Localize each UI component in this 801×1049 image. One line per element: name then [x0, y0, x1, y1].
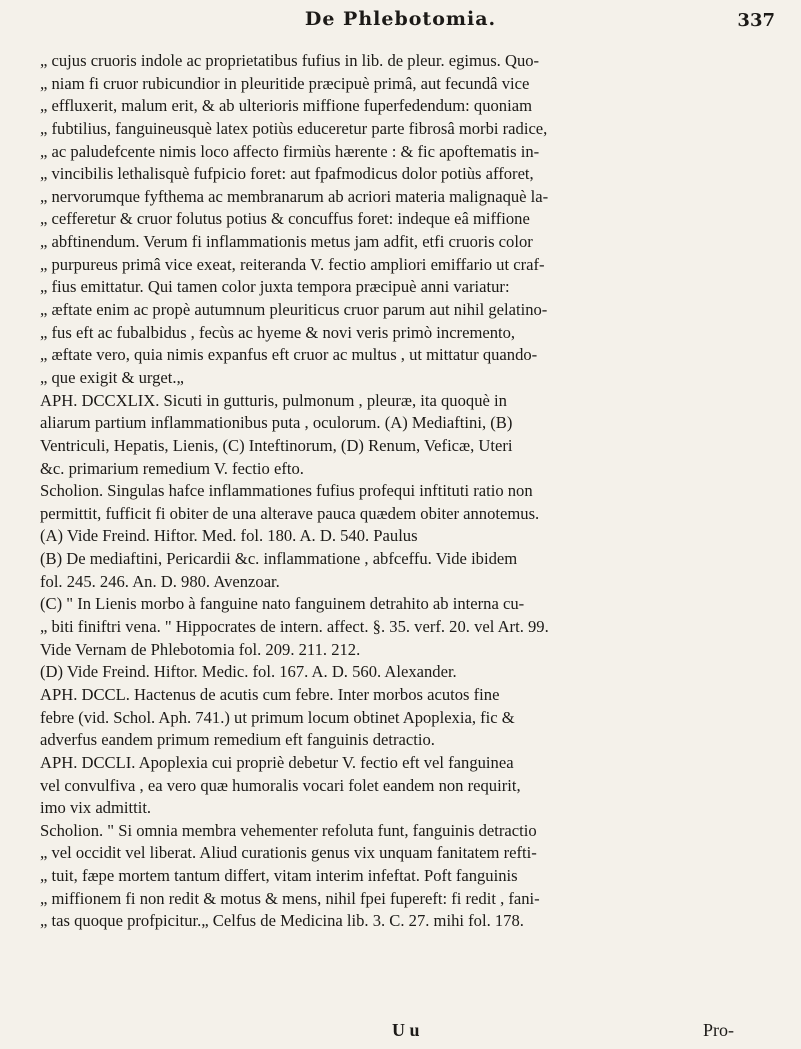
aphorism-line: APH. DCCLI. Apoplexia cui propriè debetur V. fectio eft vel fanguinea — [40, 752, 514, 772]
text-line: „ miffionem fi non redit & motus & mens, nihil fpei fupereft: fi redit , fani- — [40, 888, 540, 908]
text-line: aliarum partium inflammationibus puta , oculorum. (A) Mediaftini, (B) — [40, 413, 513, 433]
text-line: „ abftinendum. Verum fi inflammationis metus jam adfit, etfi cruoris color — [40, 232, 533, 252]
text-line: „ que exigit & urget.„ — [40, 367, 184, 387]
text-line: &c. primarium remedium V. fectio efto. — [40, 458, 304, 478]
text-line: fol. 245. 246. An. D. 980. Avenzoar. — [40, 571, 280, 591]
text-line: „ cujus cruoris indole ac proprietatibus fufius in lib. de pleur. egimus. Quo- — [40, 51, 540, 70]
body-text — [40, 50, 770, 933]
page-number: 337 — [737, 10, 775, 31]
aphorism-line: APH. DCCXLIX. Sicuti in gutturis, pulmonum , pleuræ, ita quoquè in — [40, 390, 507, 410]
catchword: Pro- — [703, 1020, 734, 1040]
text-line: „ cefferetur & cruor folutus potius & concuffus foret: indeque eâ miffione — [40, 209, 530, 229]
text-line: „ æftate enim ac propè autumnum pleuriticus cruor parum aut nihil gelatino- — [40, 300, 548, 320]
page-header — [0, 8, 801, 38]
page-footer — [0, 1020, 801, 1046]
text-line: „ vel occidit vel liberat. Aliud curationis genus vix unquam fanitatem refti- — [40, 843, 537, 863]
text-line: Ventriculi, Hepatis, Lienis, (C) Inteftinorum, (D) Renum, Veficæ, Uteri — [40, 435, 513, 455]
signature-mark: U u — [392, 1020, 420, 1040]
footnote-line: (D) Vide Freind. Hiftor. Medic. fol. 167. A. D. 560. Alexander. — [40, 662, 457, 682]
text-line: „ purpureus primâ vice exeat, reiteranda V. fectio ampliori emiffario ut craf- — [40, 254, 545, 274]
scholion-line: Scholion. Singulas hafce inflammationes fufius profequi inftituti ratio non — [40, 481, 533, 501]
text-line: „ fubtilius, fanguineusquè latex potiùs educeretur parte fibrosâ morbi radice, — [40, 118, 548, 138]
text-line: Vide Vernam de Phlebotomia fol. 209. 211. 212. — [40, 639, 361, 659]
footnote-line: (A) Vide Freind. Hiftor. Med. fol. 180. A. D. 540. Paulus — [40, 526, 418, 546]
text-line: „ tas quoque profpicitur.„ Celfus de Medicina lib. 3. C. 27. mihi fol. 178. — [40, 911, 524, 931]
text-line: „ nervorumque fyfthema ac membranarum ab acriori materia malignaquè la- — [40, 186, 549, 206]
text-line: „ ac paludefcente nimis loco affecto firmiùs hærente : & fic apoftematis in- — [40, 141, 540, 161]
text-line: „ biti finiftri vena. " Hippocrates de intern. affect. §. 35. verf. 20. vel Art. 99. — [40, 617, 549, 637]
text-line: „ vincibilis lethalisquè fufpicio foret: aut fpafmodicus dolor potiùs afforet, — [40, 164, 534, 184]
running-head: De Phlebotomia. — [304, 8, 497, 30]
text-line: febre (vid. Schol. Aph. 741.) ut primum locum obtinet Apoplexia, fic & — [40, 707, 515, 727]
text-line: imo vix admittit. — [40, 798, 152, 818]
aphorism-line: APH. DCCL. Hactenus de acutis cum febre. Inter morbos acutos fine — [40, 684, 500, 704]
text-line: vel convulfiva , ea vero quæ humoralis vocari folet eandem non requirit, — [40, 775, 521, 795]
text-line: „ fus eft ac fubalbidus , fecùs ac hyeme & novi veris primò incremento, — [40, 322, 516, 342]
text-line: „ fius emittatur. Qui tamen color juxta tempora præcipuè anni variatur: — [40, 277, 510, 297]
text-line: „ effluxerit, malum erit, & ab ulterioris miffione fuperfedendum: quoniam — [40, 96, 532, 116]
text-line: adverfus eandem primum remedium eft fanguinis detractio. — [40, 730, 435, 750]
footnote-line: (C) " In Lienis morbo à fanguine nato fanguinem detrahito ab interna cu- — [40, 594, 525, 614]
text-line: permittit, fufficit fi obiter de una alterave pauca quædem obiter annotemus. — [40, 503, 540, 523]
text-line: „ tuit, fæpe mortem tantum differt, vitam interim infeftat. Poft fanguinis — [40, 866, 518, 886]
footnote-line: (B) De mediaftini, Pericardii &c. inflammatione , abfceffu. Vide ibidem — [40, 549, 518, 569]
text-line: „ niam fi cruor rubicundior in pleuritide præcipuè primâ, aut fecundâ vice — [40, 73, 530, 93]
scholion-line: Scholion. " Si omnia membra vehementer refoluta funt, fanguinis detractio — [40, 820, 537, 840]
text-line: „ æftate vero, quia nimis expanfus eft cruor ac multus , ut mittatur quando- — [40, 345, 538, 365]
